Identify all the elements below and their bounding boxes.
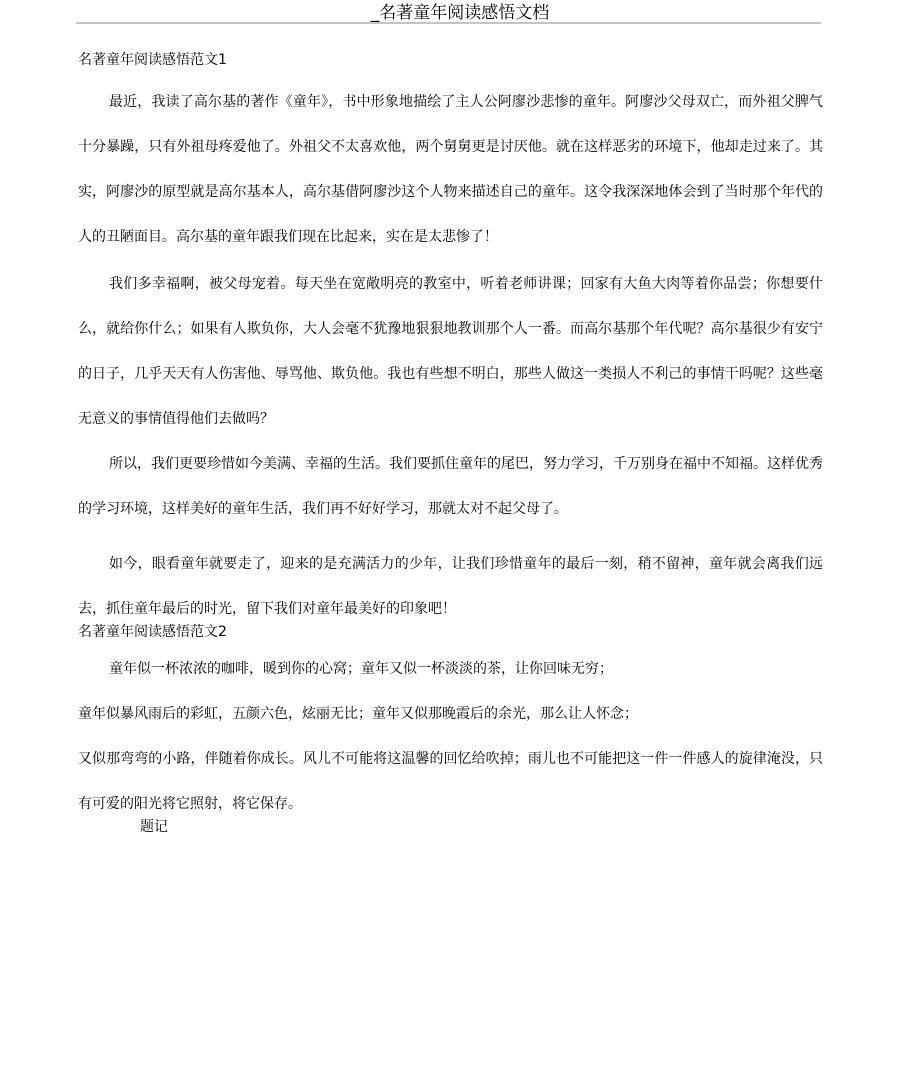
paragraph: 所以，我们更要珍惜如今美满、幸福的生活。我们要抓住童年的尾巴，努力学习，千万别身在福中不知福。这样优秀的学习环境，这样美好的童年生活，我们再不好好学习，那就太对不起父母了。 (78, 456, 823, 517)
signature: 题记 (140, 819, 168, 835)
paragraph: 我们多幸福啊，被父母宠着。每天坐在宽敞明亮的教室中，听着老师讲课；回家有大鱼大肉等着你品尝；你想要什么，就给你什么；如果有人欺负你，大人会毫不犹豫地狠狠地教训那个人一番。而高尔基那个年代呢？高尔基很少有安宁的日子，几乎天天有人伤害他、辱骂他、欺负他。我也有些想不明白，那些人做这一类损人不利己的事情干吗呢？这些毫无意义的事情值得他们去做吗？ (78, 276, 823, 427)
poem-line: 童年似暴风雨后的彩虹，五颜六色，炫丽无比；童年又似那晚霞后的余光，那么让人怀念； (78, 706, 638, 722)
document-body (78, 48, 823, 839)
section-title-2: 名著童年阅读感悟范文2 (78, 624, 227, 640)
document-header-title: _名著童年阅读感悟文档 (370, 3, 550, 23)
poem-line: 又似那弯弯的小路，伴随着你成长。风儿不可能将这温馨的回忆给吹掉；雨儿也不可能把这一件一件感人的旋律淹没，只有可爱的阳光将它照射，将它保存。 (78, 751, 823, 812)
paragraph: 最近，我读了高尔基的著作《童年》，书中形象地描绘了主人公阿廖沙悲惨的童年。阿廖沙父母双亡，而外祖父脾气十分暴躁，只有外祖母疼爱他了。外祖父不太喜欢他，两个舅舅更是讨厌他。就在这样恶劣的环境下，他却走过来了。其实，阿廖沙的原型就是高尔基本人，高尔基借阿廖沙这个人物来描述自己的童年。这令我深深地体会到了当时那个年代的人的丑陋面目。高尔基的童年跟我们现在比起来，实在是太悲惨了！ (78, 94, 823, 245)
poem-line: 童年似一杯浓浓的咖啡，暖到你的心窝；童年又似一杯淡淡的茶，让你回味无穷； (109, 661, 613, 677)
section-title-1: 名著童年阅读感悟范文1 (78, 52, 227, 68)
paragraph: 如今，眼看童年就要走了，迎来的是充满活力的少年，让我们珍惜童年的最后一刻，稍不留神，童年就会离我们远去，抓住童年最后的时光，留下我们对童年最美好的印象吧！ (78, 556, 823, 617)
header-divider (76, 22, 821, 24)
